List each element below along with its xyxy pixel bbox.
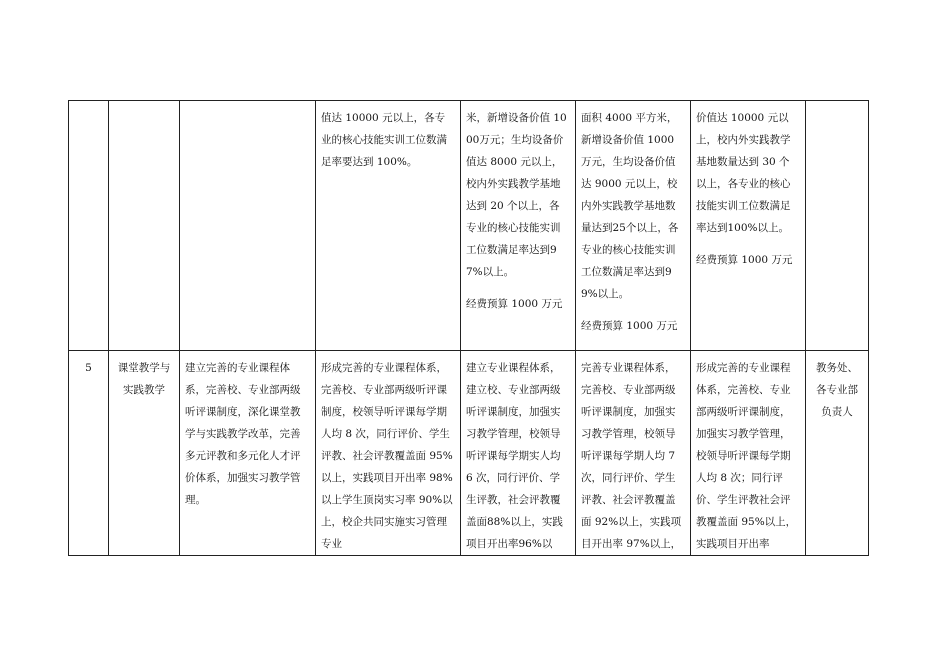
target-text: 形成完善的专业课程体系，完善校、专业部两级听评课制度，校领导听评课每学期人均 8 次，同行评价、学生评教、社会评教覆盖面 95%以上，实践项目开出率 98%以上学生顶岗实习率 90%以上，校企共同实施实习管理专业 [321, 362, 453, 550]
row-number-cell [69, 101, 109, 351]
target-cell-2 [461, 101, 576, 351]
target-text: 米，新增设备价值 1000万元；生均设备价值达 8000 元以上，校内外实践教学基地达到 20 个以上，各专业的核心技能实训工位数满足率达到97%以上。 [466, 112, 567, 278]
target-cell-2 [461, 351, 576, 556]
goal-cell [180, 101, 316, 351]
item-name-cell: 课堂教学与实践教学 [109, 351, 180, 556]
target-text: 价值达 10000 元以上，校内外实践教学基地数量达到 30 个以上，各专业的核心技能实训工位数满足率达到100%以上。 [696, 112, 791, 234]
target-text: 值达 10000 元以上，各专业的核心技能实训工位数满足率要达到 100%。 [321, 112, 447, 168]
goal-text: 建立完善的专业课程体系，完善校、专业部两级听评课制度，深化课堂教学与实践教学改革，完善多元评教和多元化人才评价体系，加强实习教学管理。 [185, 362, 301, 506]
target-text: 面积 4000 平方米，新增设备价值 1000 万元，生均设备价值达 9000 元以上，校内外实践教学基地数量达到25个以上，各专业的核心技能实训工位数满足率达到99%以上。 [581, 112, 679, 300]
budget-text: 经费预算 1000 万元 [696, 254, 793, 266]
target-cell-4 [691, 101, 806, 351]
owner-cell [806, 101, 869, 351]
target-text: 完善专业课程体系，完善校、专业部两级听评课制度，加强实习教学管理，校领导听评课每学期人均 7 次，同行评价、学生评教、社会评教覆盖面 92%以上，实践项目开出率 97%以上， [581, 362, 682, 550]
target-text: 建立专业课程体系，建立校、专业部两级听评课制度，加强实习教学管理，校领导听评课每学期实人均 6 次，同行评价、学生评教，社会评教覆盖面88%以上，实践项目开出率96%以 [466, 362, 564, 550]
table-row [69, 351, 869, 556]
goal-cell [180, 351, 316, 556]
target-cell-1 [316, 351, 461, 556]
budget-text: 经费预算 1000 万元 [581, 320, 678, 332]
row-number-cell: 5 [69, 351, 109, 556]
item-name-cell [109, 101, 180, 351]
target-cell-1 [316, 101, 461, 351]
target-cell-3 [576, 101, 691, 351]
target-text: 形成完善的专业课程体系，完善校、专业部两级听评课制度，加强实习教学管理，校领导听评课每学期人均 8 次；同行评价、学生评教社会评教覆盖面 95%以上，实践项目开出率 [696, 362, 797, 550]
table-row [69, 101, 869, 351]
target-cell-4 [691, 351, 806, 556]
budget-text: 经费预算 1000 万元 [466, 298, 563, 310]
target-cell-3 [576, 351, 691, 556]
plan-table [68, 100, 869, 556]
owner-cell: 教务处、各专业部负责人 [806, 351, 869, 556]
